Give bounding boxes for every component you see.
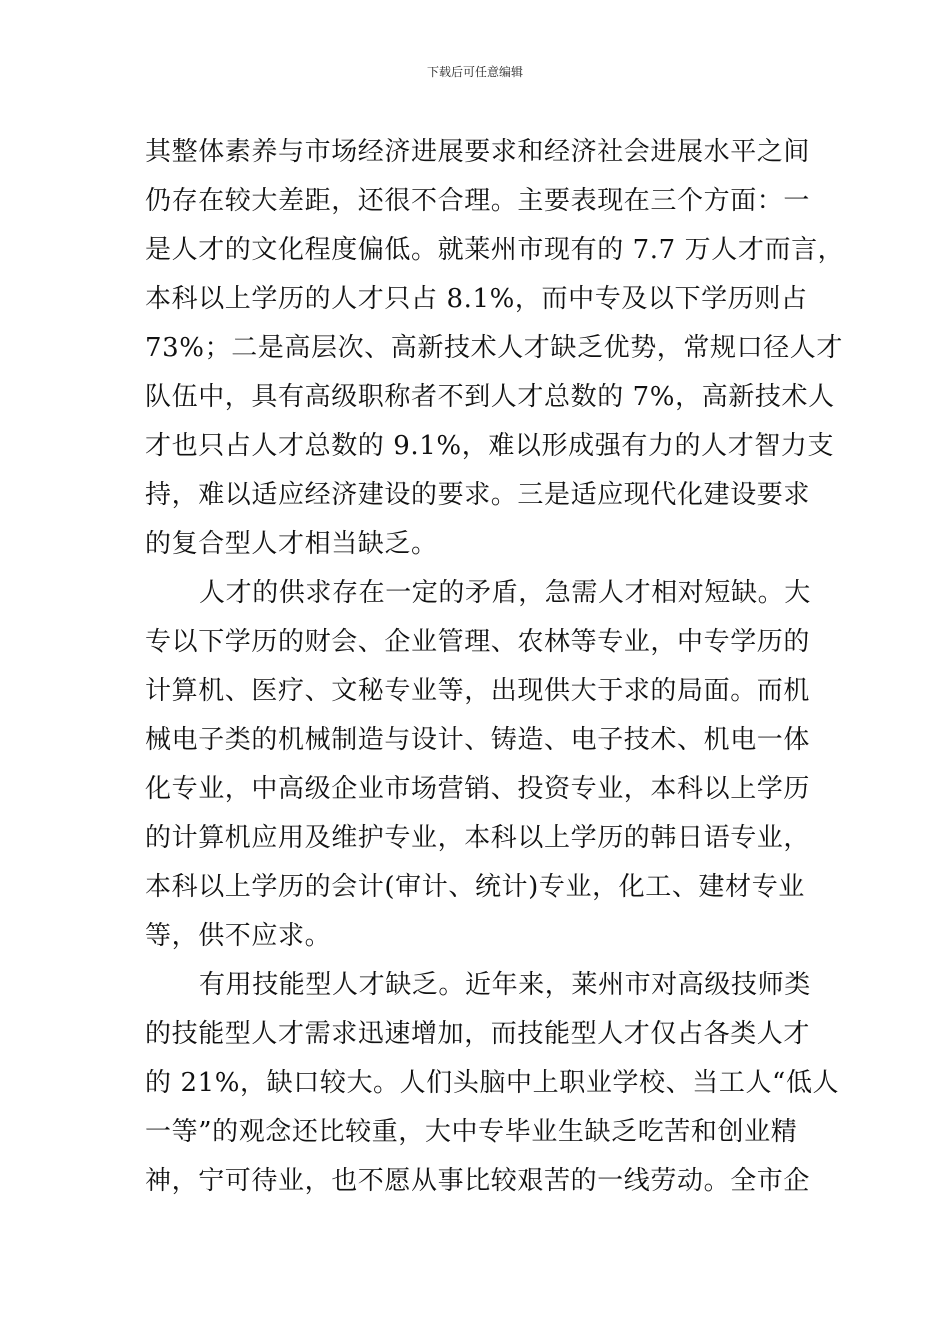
text-line: 的技能型人才需求迅速增加，而技能型人才仅占各类人才: [145, 1019, 811, 1049]
text-line: 持，难以适应经济建设的要求。三是适应现代化建设要求: [145, 480, 811, 510]
text-line: 化专业，中高级企业市场营销、投资专业，本科以上学历: [145, 774, 811, 804]
text-line: 队伍中，具有高级职称者不到人才总数的 7%，高新技术人: [145, 382, 835, 412]
text-line: 的 21%，缺口较大。人们头脑中上职业学校、当工人“低人: [145, 1068, 840, 1098]
text-line: 械电子类的机械制造与设计、铸造、电子技术、机电一体: [145, 725, 811, 755]
text-line: 专以下学历的财会、企业管理、农林等专业，中专学历的: [145, 627, 811, 657]
text-line: 本科以上学历的会计(审计、统计)专业，化工、建材专业: [145, 872, 805, 902]
paragraph-1: [145, 128, 845, 569]
paragraph-3: [145, 961, 840, 1206]
text-line: 73%；二是高层次、高新技术人才缺乏优势，常规口径人才: [145, 333, 843, 363]
text-line: 人才的供求存在一定的矛盾，急需人才相对短缺。大: [199, 578, 811, 608]
text-line: 计算机、医疗、文秘专业等，出现供大于求的局面。而机: [145, 676, 811, 706]
document-body: [145, 128, 845, 1206]
text-line: 神，宁可待业，也不愿从事比较艰苦的一线劳动。全市企: [145, 1166, 811, 1196]
text-line: 才也只占人才总数的 9.1%，难以形成强有力的人才智力支: [145, 431, 835, 461]
text-line: 一等”的观念还比较重，大中专毕业生缺乏吃苦和创业精: [145, 1117, 798, 1147]
text-line: 仍存在较大差距，还很不合理。主要表现在三个方面：一: [145, 186, 811, 216]
text-line: 等，供不应求。: [145, 921, 332, 951]
text-line: 其整体素养与市场经济进展要求和经济社会进展水平之间: [145, 137, 811, 167]
paragraph-2: [145, 569, 811, 961]
text-line: 的复合型人才相当缺乏。: [145, 529, 438, 559]
text-line: 本科以上学历的人才只占 8.1%，而中专及以下学历则占: [145, 284, 808, 314]
text-line: 是人才的文化程度偏低。就莱州市现有的 7.7 万人才而言，: [145, 235, 845, 265]
text-line: 有用技能型人才缺乏。近年来，莱州市对高级技师类: [199, 970, 811, 1000]
page-header: 下载后可任意编辑: [426, 65, 523, 79]
text-line: 的计算机应用及维护专业，本科以上学历的韩日语专业，: [145, 823, 811, 853]
